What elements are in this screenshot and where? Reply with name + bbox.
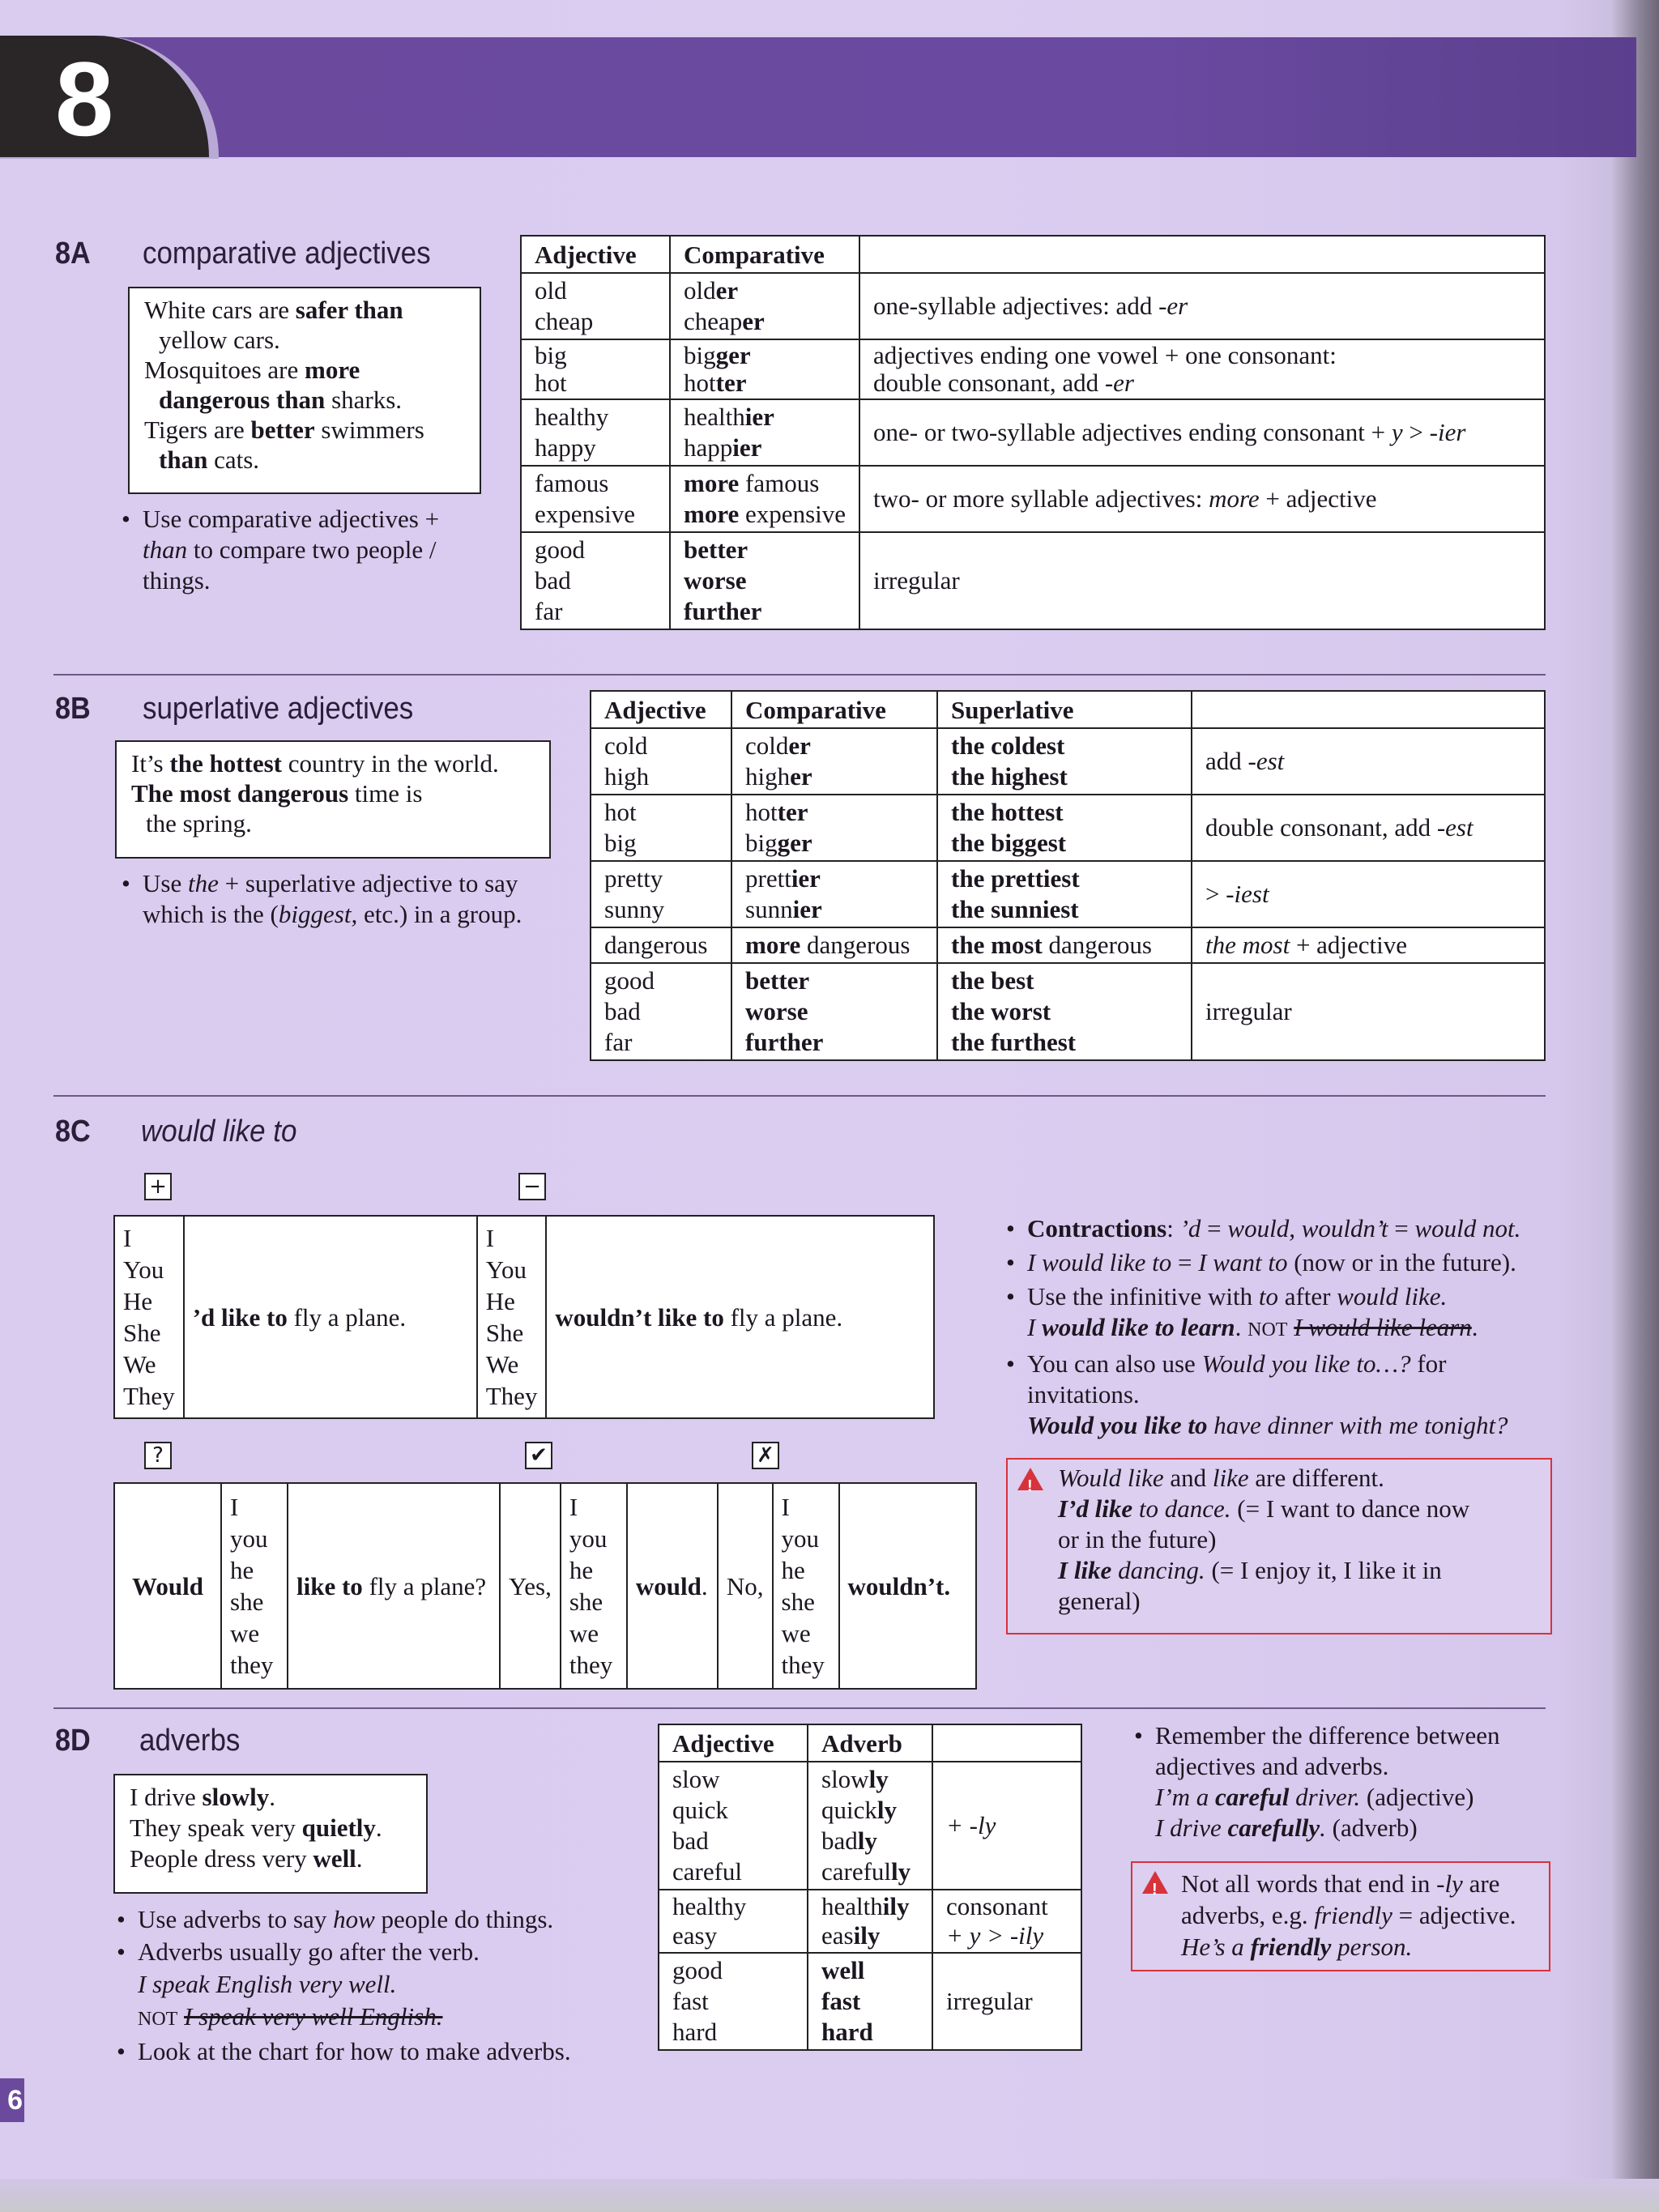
pronoun-cell: I you he she we they: [221, 1483, 288, 1689]
table-row: [521, 339, 1545, 399]
table-row: [114, 1483, 976, 1689]
note-item: • Remember the difference between adjectives and adverbs. I’m a careful driver. (adjective) I drive carefully. (adverb): [1131, 1720, 1568, 1843]
example-box-8d: [113, 1774, 428, 1894]
notes-8d-right: [1131, 1720, 1568, 1843]
comparative-cell: hotter bigger: [731, 795, 937, 861]
section-divider: [53, 1095, 1546, 1097]
superlative-cell: the best the worst the furthest: [937, 963, 1192, 1060]
rule-cell: double consonant, add -est: [1192, 795, 1545, 861]
example-line: White cars are safer than: [144, 296, 403, 324]
table-row: [521, 273, 1545, 339]
tick-icon: ✔: [525, 1442, 552, 1469]
col-header-rule: [932, 1724, 1081, 1762]
section-code-8d: 8D: [55, 1724, 91, 1758]
col-header: Adverb: [808, 1724, 932, 1762]
section-title-8b: superlative adjectives: [143, 692, 414, 726]
warning-line: I’d like to dance. (= I want to dance now: [1058, 1494, 1470, 1523]
yes-cell: Yes,: [500, 1483, 561, 1689]
comparative-table: [520, 235, 1546, 630]
comparative-cell: more famous more expensive: [670, 466, 859, 532]
warning-icon: [1142, 1871, 1168, 1894]
adjective-cell: old cheap: [521, 273, 670, 339]
note-item: • Contractions: ’d = would, wouldn’t = would not.: [1003, 1213, 1570, 1244]
warning-line: general): [1058, 1587, 1141, 1615]
table-header-row: [591, 691, 1545, 728]
rule-cell: irregular: [859, 532, 1545, 629]
table-row: [114, 1216, 934, 1418]
adverb-table: [658, 1724, 1082, 2051]
example-line: yellow cars.: [159, 326, 280, 354]
note-item: • Use adverbs to say how people do things.: [113, 1903, 632, 1936]
adjective-cell: good bad far: [591, 963, 731, 1060]
section-divider: [53, 674, 1546, 676]
example-line: than cats.: [159, 445, 260, 474]
adjective-cell: dangerous: [591, 927, 731, 963]
note-item: • Adverbs usually go after the verb. I speak English very well. NOT I speak very well English.: [113, 1936, 632, 2035]
rule-cell: add -est: [1192, 728, 1545, 795]
col-header-rule: [1192, 691, 1545, 728]
col-header: Superlative: [937, 691, 1192, 728]
section-divider: [53, 1707, 1546, 1709]
notes-8a: [118, 504, 499, 596]
warning-line: I like dancing. (= I enjoy it, I like it in: [1058, 1556, 1442, 1584]
rule-cell: > -iest: [1192, 861, 1545, 927]
rule-cell: consonant + y > -ily: [932, 1890, 1081, 1953]
rule-cell: adjectives ending one vowel + one consonant: double consonant, add -er: [859, 339, 1545, 399]
note-item: • You can also use Would you like to…? for invitations. Would you like to have dinner with me tonight?: [1003, 1349, 1570, 1441]
table-row: [659, 1762, 1081, 1890]
question-cell: like to fly a plane?: [288, 1483, 500, 1689]
rule-cell: one- or two-syllable adjectives ending consonant + y > -ier: [859, 399, 1545, 466]
question-answer-table: [113, 1482, 977, 1690]
notes-8d: [113, 1903, 632, 2068]
warning-line: Not all words that end in -ly are: [1181, 1869, 1500, 1898]
table-row: [591, 861, 1545, 927]
note-item: • Use the infinitive with to after would like. I would like to learn. NOT I would like learn.: [1003, 1281, 1570, 1345]
example-line: Mosquitoes are more: [144, 356, 360, 384]
example-line: Tigers are better swimmers: [144, 416, 424, 444]
pronoun-cell: I You He She We They: [114, 1216, 184, 1418]
warning-line: He’s a friendly person.: [1181, 1933, 1413, 1961]
comparative-cell: more dangerous: [731, 927, 937, 963]
adjective-cell: cold high: [591, 728, 731, 795]
table-header-row: [659, 1724, 1081, 1762]
warning-line: Would like and like are different.: [1058, 1464, 1384, 1492]
section-code-8c: 8C: [55, 1115, 91, 1149]
table-row: [591, 963, 1545, 1060]
rule-cell: + -ly: [932, 1762, 1081, 1890]
page-number: 6: [0, 2078, 24, 2122]
adjective-cell: good bad far: [521, 532, 670, 629]
comparative-cell: better worse further: [670, 532, 859, 629]
note-item: • Use comparative adjectives + than to compare two people / things.: [118, 504, 499, 596]
note-item: • Look at the chart for how to make adverbs.: [113, 2035, 632, 2068]
comparative-cell: colder higher: [731, 728, 937, 795]
table-row: [659, 1890, 1081, 1953]
rule-cell: one-syllable adjectives: add -er: [859, 273, 1545, 339]
warning-icon: [1017, 1468, 1043, 1490]
adjective-cell: famous expensive: [521, 466, 670, 532]
table-row: [659, 1953, 1081, 2050]
rule-cell: irregular: [1192, 963, 1545, 1060]
rule-cell: irregular: [932, 1953, 1081, 2050]
example-line: the spring.: [146, 809, 252, 837]
comparative-cell: better worse further: [731, 963, 937, 1060]
superlative-table: [590, 690, 1546, 1061]
example-line: The most dangerous time is: [131, 779, 423, 808]
col-header: Adjective: [521, 236, 670, 273]
col-header-rule: [859, 236, 1545, 273]
no-cell: No,: [718, 1483, 773, 1689]
table-row: [591, 728, 1545, 795]
short-answer-yes-cell: would.: [627, 1483, 718, 1689]
example-box-8a: [128, 287, 481, 494]
comparative-cell: bigger hotter: [670, 339, 859, 399]
page-edge: [1610, 0, 1659, 2212]
table-header-row: [521, 236, 1545, 273]
warning-line: adverbs, e.g. friendly = adjective.: [1181, 1901, 1516, 1929]
pronoun-cell: I you he she we they: [561, 1483, 627, 1689]
short-answer-no-cell: wouldn’t.: [839, 1483, 977, 1689]
affirmative-cell: ’d like to fly a plane.: [184, 1216, 477, 1418]
section-title-8a: comparative adjectives: [143, 237, 431, 271]
example-line: People dress very well.: [130, 1844, 363, 1873]
minus-icon: −: [518, 1173, 546, 1200]
section-code-8a: 8A: [55, 237, 91, 271]
section-title-8c: would like to: [141, 1115, 297, 1149]
table-row: [521, 532, 1545, 629]
section-title-8d: adverbs: [139, 1724, 241, 1758]
cross-icon: ✗: [752, 1442, 779, 1469]
col-header: Comparative: [670, 236, 859, 273]
comparative-cell: prettier sunnier: [731, 861, 937, 927]
example-line: It’s the hottest country in the world.: [131, 749, 499, 778]
superlative-cell: the prettiest the sunniest: [937, 861, 1192, 927]
page-bottom-edge: [0, 2179, 1659, 2212]
unit-number: 8: [55, 40, 114, 158]
adverb-cell: well fast hard: [808, 1953, 932, 2050]
rule-cell: the most + adjective: [1192, 927, 1545, 963]
adjective-cell: healthy easy: [659, 1890, 808, 1953]
comparative-cell: older cheaper: [670, 273, 859, 339]
comparative-cell: healthier happier: [670, 399, 859, 466]
unit-banner: [0, 37, 1636, 157]
example-line: dangerous than sharks.: [159, 386, 403, 414]
notes-8c: [1003, 1213, 1570, 1441]
adjective-cell: hot big: [591, 795, 731, 861]
col-header: Comparative: [731, 691, 937, 728]
warning-line: or in the future): [1058, 1525, 1217, 1554]
adjective-cell: good fast hard: [659, 1953, 808, 2050]
warning-box-8c: [1006, 1458, 1552, 1634]
plus-icon: +: [144, 1173, 172, 1200]
notes-8b: [118, 868, 572, 930]
example-line: I drive slowly.: [130, 1783, 275, 1811]
adjective-cell: pretty sunny: [591, 861, 731, 927]
table-row: [521, 399, 1545, 466]
superlative-cell: the coldest the highest: [937, 728, 1192, 795]
affirmative-negative-table: [113, 1215, 935, 1419]
superlative-cell: the most dangerous: [937, 927, 1192, 963]
rule-cell: two- or more syllable adjectives: more + adjective: [859, 466, 1545, 532]
pronoun-cell: I You He She We They: [477, 1216, 547, 1418]
question-icon: ?: [144, 1442, 172, 1469]
adverb-cell: healthily easily: [808, 1890, 932, 1953]
adjective-cell: slow quick bad careful: [659, 1762, 808, 1890]
note-item: • I would like to = I want to (now or in the future).: [1003, 1247, 1570, 1278]
table-row: [591, 927, 1545, 963]
adjective-cell: big hot: [521, 339, 670, 399]
would-cell: Would: [114, 1483, 221, 1689]
example-box-8b: [115, 740, 551, 859]
example-line: They speak very quietly.: [130, 1813, 382, 1842]
pronoun-cell: I you he she we they: [773, 1483, 839, 1689]
table-row: [521, 466, 1545, 532]
note-item: • Use the + superlative adjective to say which is the (biggest, etc.) in a group.: [118, 868, 572, 930]
warning-box-8d: [1131, 1861, 1550, 1971]
negative-cell: wouldn’t like to fly a plane.: [546, 1216, 934, 1418]
col-header: Adjective: [659, 1724, 808, 1762]
section-code-8b: 8B: [55, 692, 91, 726]
superlative-cell: the hottest the biggest: [937, 795, 1192, 861]
table-row: [591, 795, 1545, 861]
col-header: Adjective: [591, 691, 731, 728]
adverb-cell: slowly quickly badly carefully: [808, 1762, 932, 1890]
adjective-cell: healthy happy: [521, 399, 670, 466]
